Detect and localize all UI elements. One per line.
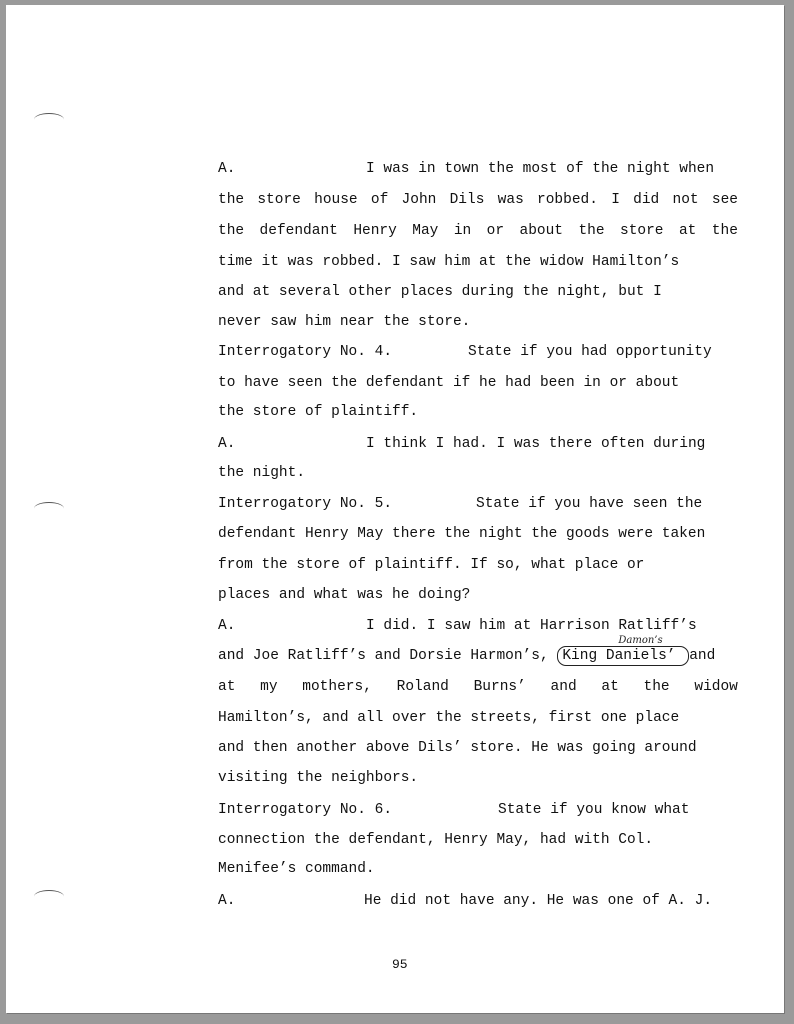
text-line: defendant Henry May there the night the goods were taken xyxy=(218,526,706,542)
text-line: and then another above Dils’ store. He was going around xyxy=(218,740,697,756)
text-line: the store house of John Dils was robbed. I did not see xyxy=(218,192,738,208)
circled-name: Damon’s King Daniels’ xyxy=(557,646,689,666)
text-line: from the store of plaintiff. If so, what place or xyxy=(218,557,645,573)
text-line: the night. xyxy=(218,465,306,481)
punch-hole-mark xyxy=(34,502,64,515)
text-line: the defendant Henry May in or about the store at the xyxy=(218,223,738,239)
text-line: to have seen the defendant if he had been in or about xyxy=(218,375,680,391)
text-line: at my mothers, Roland Burns’ and at the widow xyxy=(218,679,738,695)
text-line: places and what was he doing? xyxy=(218,587,471,603)
punch-hole-mark xyxy=(34,890,64,903)
page-number: 95 xyxy=(392,957,408,972)
text-line: the store of plaintiff. xyxy=(218,404,419,420)
text-line: and at several other places during the night, but I xyxy=(218,284,662,300)
text-line: visiting the neighbors. xyxy=(218,770,419,786)
document-page: A. I was in town the most of the night when the store house of John Dils was robbed. I did not see the defendant Henry May in or about the store at the time it was robbed. I saw him at the widow Hamilton’s and at several other places during the night, but I never saw him near the store. Interrogatory No. 4. State if you had opportunity to have seen the defendant if he had been in or about the store of plaintiff. A. I think I had. I was there often during the night. Interrogatory No. 5. State if you have seen the defendant Henry May there the night the goods were taken from the store of plaintiff. If so, what place or places and what was he doing? A. I did. I saw him at Harrison Ratliff’s and Joe Ratliff’s and Dorsie Harmon’s, Damon’s King Daniels’ and at my mothers, Roland Burns’ and at the widow Hamilton’s, and all over the streets, first one place and then another above Dils’ store. He was going around visiting the neighbors. Interrogatory No. 6. State if you know what connection the defendant, Henry May, had with Col. Menifee’s command. A. He did not have any. He was one of A. J. 95 xyxy=(6,5,784,1013)
text-line-with-annotation: and Joe Ratliff’s and Dorsie Harmon’s, Damon’s King Daniels’ and xyxy=(218,635,716,664)
text-line: never saw him near the store. xyxy=(218,314,471,330)
handwritten-note: Damon’s xyxy=(618,635,663,646)
text-line: Menifee’s command. xyxy=(218,861,375,877)
text-line: connection the defendant, Henry May, had with Col. xyxy=(218,832,654,848)
text-line: Hamilton’s, and all over the streets, first one place xyxy=(218,710,680,726)
text-line: time it was robbed. I saw him at the widow Hamilton’s xyxy=(218,254,680,270)
punch-hole-mark xyxy=(34,113,64,126)
